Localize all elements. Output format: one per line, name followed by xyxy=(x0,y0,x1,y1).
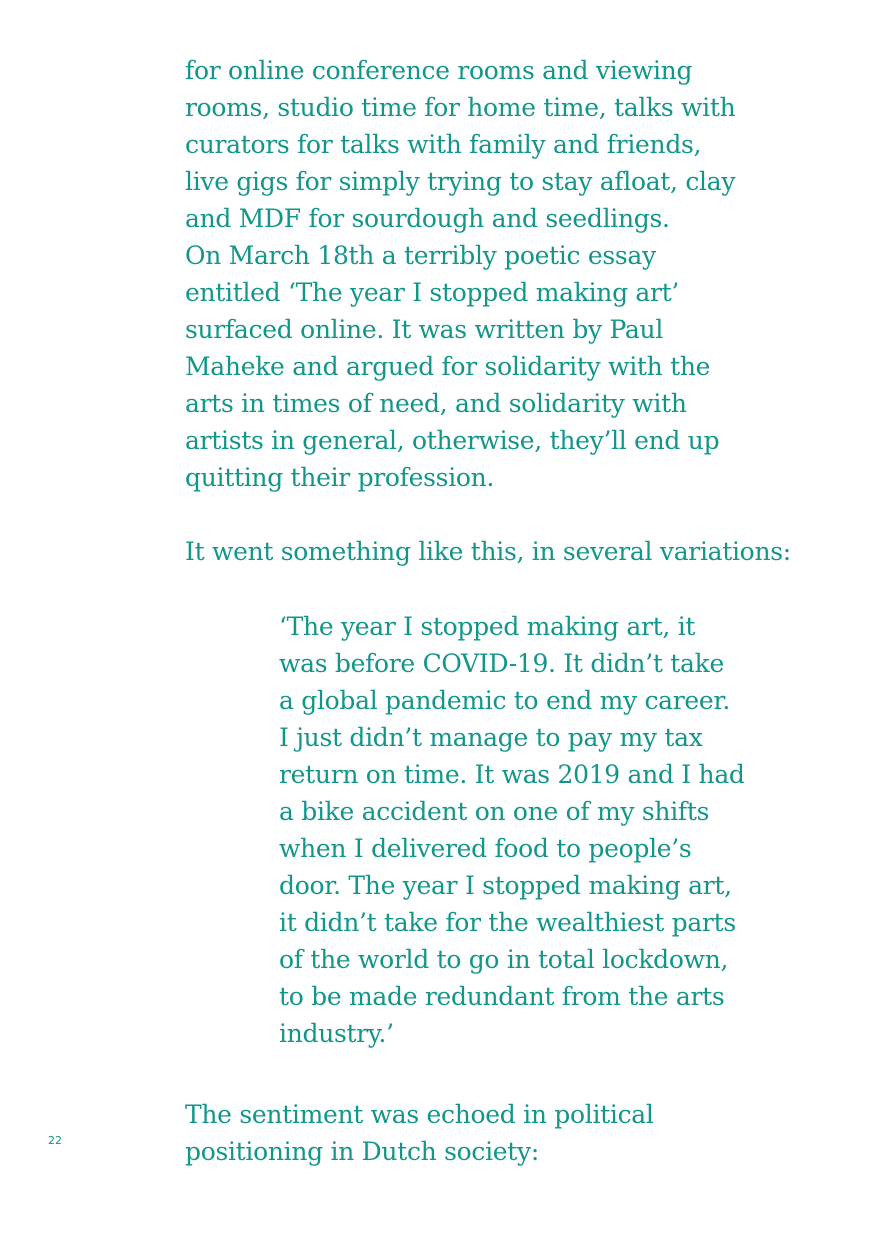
text-line: live gigs for simply trying to stay afloat, clay xyxy=(185,167,736,196)
text-line: curators for talks with family and friends, xyxy=(185,130,702,159)
text-line: arts in times of need, and solidarity with xyxy=(185,389,687,418)
quote-line: a global pandemic to end my career. xyxy=(279,686,730,715)
text-line: Maheke and argued for solidarity with the xyxy=(185,352,711,381)
text-line: rooms, studio time for home time, talks with xyxy=(185,93,736,122)
text-line: entitled ‘The year I stopped making art’ xyxy=(185,278,680,307)
text-line: On March 18th a terribly poetic essay xyxy=(185,241,656,270)
text-line: artists in general, otherwise, they’ll end up xyxy=(185,426,720,455)
quote-line: return on time. It was 2019 and I had xyxy=(279,760,745,789)
text-line: It went something like this, in several variations: xyxy=(185,537,791,566)
quote-line: of the world to go in total lockdown, xyxy=(279,945,729,974)
text-line: for online conference rooms and viewing xyxy=(185,56,693,85)
page-number: 22 xyxy=(48,1134,62,1147)
quote-line: when I delivered food to people’s xyxy=(279,834,692,863)
text-line: quitting their profession. xyxy=(185,463,495,492)
text-line: The sentiment was echoed in political xyxy=(185,1100,654,1129)
quote-line: a bike accident on one of my shifts xyxy=(279,797,710,826)
text-line: positioning in Dutch society: xyxy=(185,1137,539,1166)
quote-line: door. The year I stopped making art, xyxy=(279,871,732,900)
text-line: and MDF for sourdough and seedlings. xyxy=(185,204,670,233)
quote-line: was before COVID-19. It didn’t take xyxy=(279,649,724,678)
text-line: surfaced online. It was written by Paul xyxy=(185,315,664,344)
quote-line: I just didn’t manage to pay my tax xyxy=(279,723,703,752)
quote-line: industry.’ xyxy=(279,1019,394,1048)
quote-line: ‘The year I stopped making art, it xyxy=(279,612,696,641)
quote-line: it didn’t take for the wealthiest parts xyxy=(279,908,736,937)
quote-line: to be made redundant from the arts xyxy=(279,982,725,1011)
